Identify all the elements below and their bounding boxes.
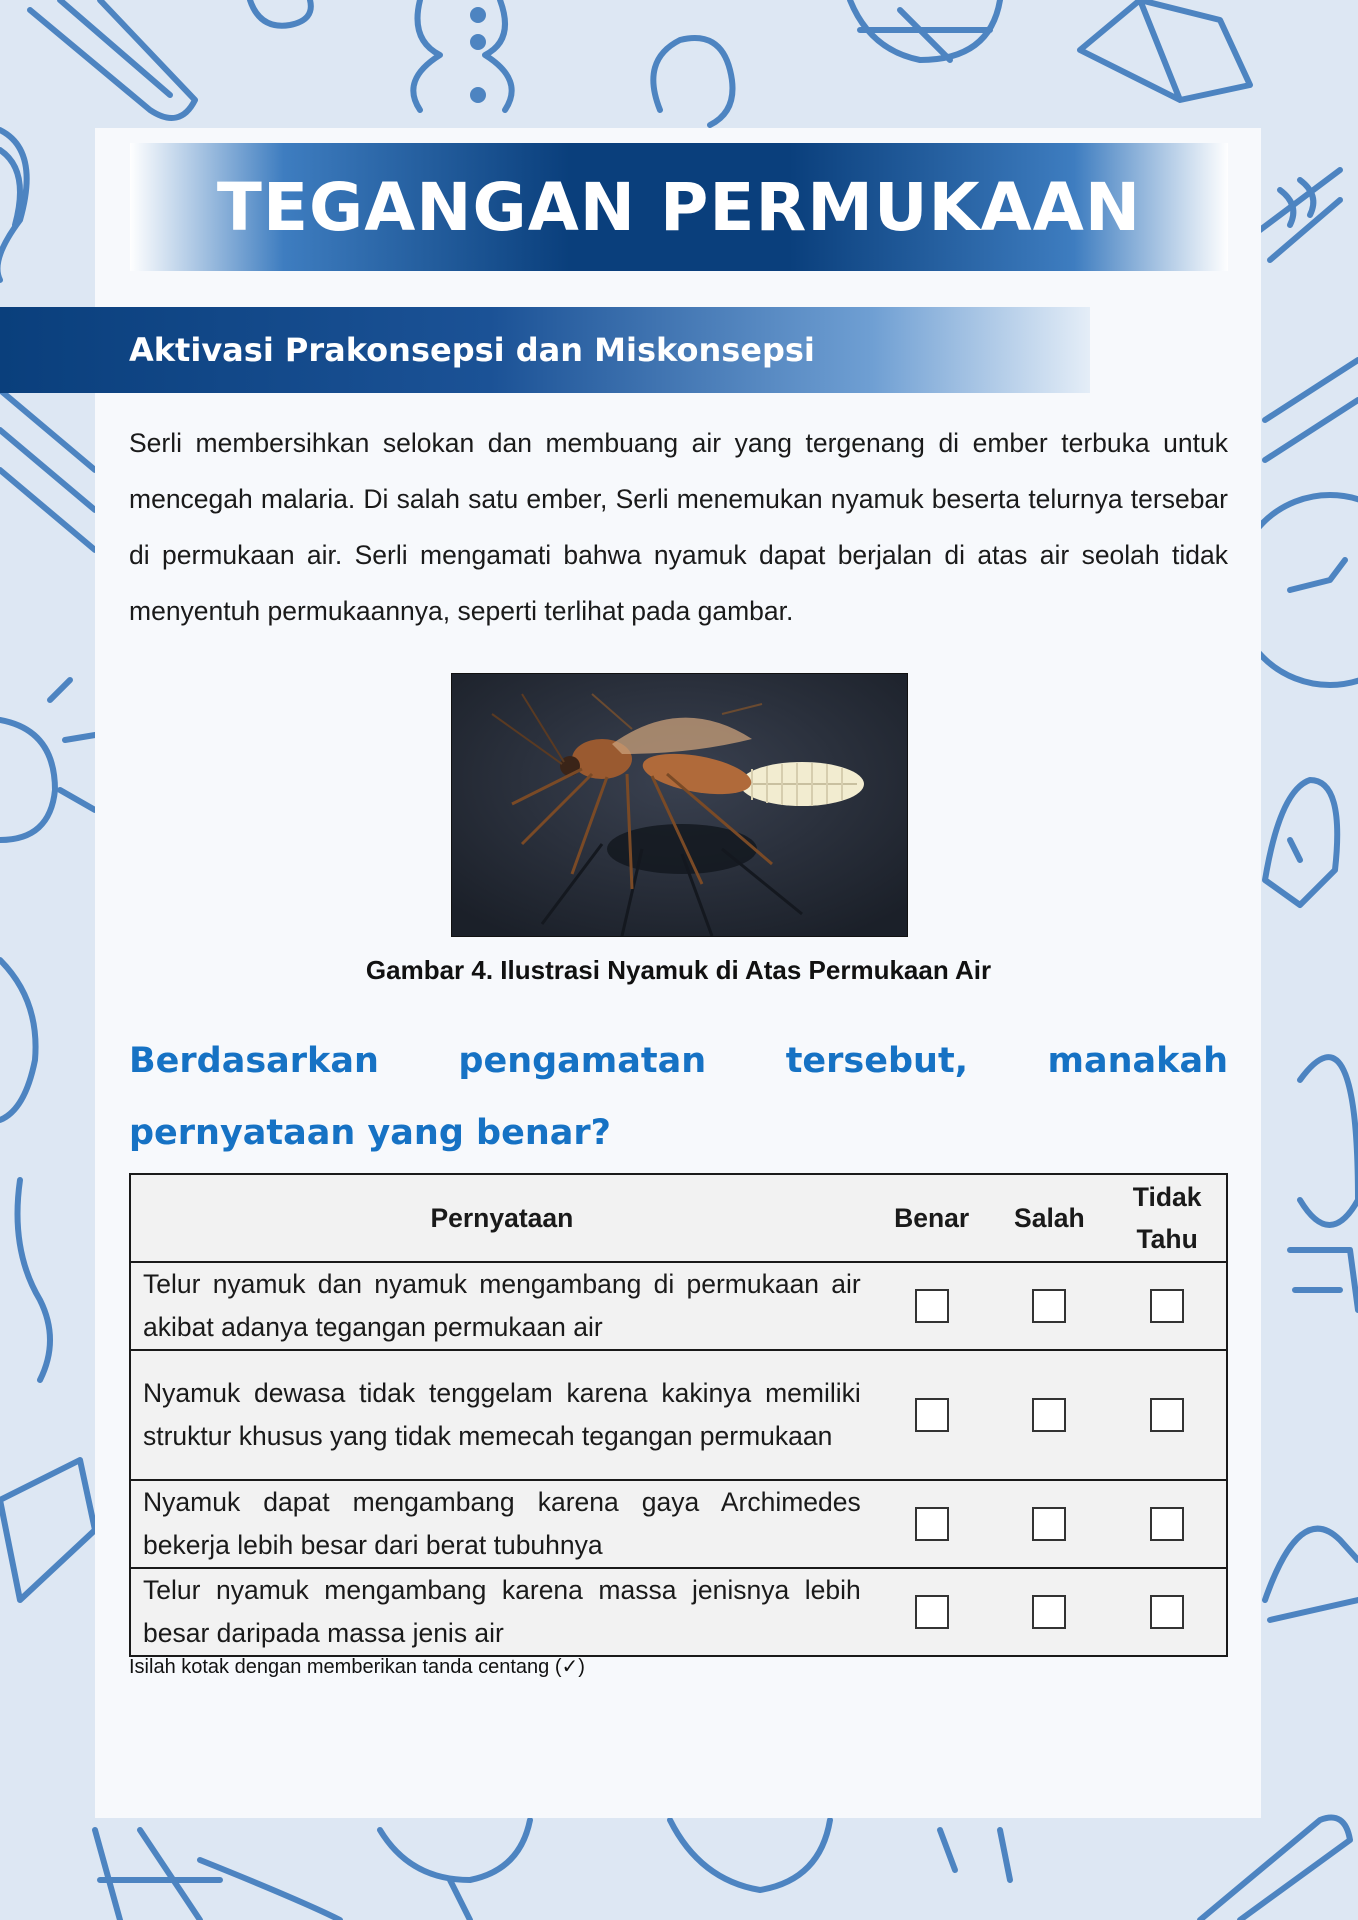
checkbox-unknown[interactable] (1150, 1507, 1184, 1541)
statement-table (129, 1173, 1228, 1657)
statement-cell: Nyamuk dapat mengambang karena gaya Archimedes bekerja lebih besar dari berat tubuhnya (130, 1480, 873, 1568)
headphones-icon (380, 1820, 530, 1920)
book-icon (0, 390, 95, 550)
curl-icon (250, 0, 311, 26)
round-tag-icon (1300, 1057, 1358, 1225)
figure-caption: Gambar 4. Ilustrasi Nyamuk di Atas Permukaan Air (365, 955, 992, 985)
header-false: Salah (991, 1174, 1109, 1262)
lightbulb-icon (0, 720, 55, 840)
page-title: TEGANGAN PERMUKAAN (216, 168, 1142, 246)
instruction-note: Isilah kotak dengan memberikan tanda centang (✓) (129, 1656, 585, 1678)
box-icon (1080, 0, 1250, 100)
checkbox-unknown[interactable] (1150, 1398, 1184, 1432)
checkbox-true[interactable] (915, 1595, 949, 1629)
mosquito-photo (451, 673, 908, 937)
statement-cell: Telur nyamuk dan nyamuk mengambang di permukaan air akibat adanya tegangan permukaan air (130, 1262, 873, 1350)
checkbox-true[interactable] (915, 1398, 949, 1432)
ruler-small-icon (1290, 1250, 1358, 1310)
mouse-icon (653, 38, 732, 125)
section-title: Aktivasi Prakonsepsi dan Miskonsepsi (129, 331, 815, 369)
table-header-row (130, 1174, 1227, 1262)
mosquito-on-water-icon (452, 674, 907, 936)
header-unknown-line2: Tahu (1136, 1224, 1198, 1254)
keyboard-icon (95, 1830, 220, 1920)
statement-cell: Telur nyamuk mengambang karena massa jenisnya lebih besar daripada massa jenis air (130, 1568, 873, 1656)
header-statement: Pernyataan (130, 1174, 873, 1262)
cable-icon (18, 1180, 51, 1380)
bowl-icon (670, 1820, 830, 1890)
checkbox-false[interactable] (1032, 1398, 1066, 1432)
checkbox-true[interactable] (915, 1289, 949, 1323)
header-true: Benar (873, 1174, 991, 1262)
checkbox-false[interactable] (1032, 1595, 1066, 1629)
pencil-icon (1200, 1818, 1350, 1920)
lamp-icon (0, 960, 36, 1120)
globe-icon (850, 0, 1000, 60)
table-row (130, 1350, 1227, 1480)
statement-cell: Nyamuk dewasa tidak tenggelam karena kakinya memiliki struktur khusus yang tidak memecah tegangan permukaan (130, 1350, 873, 1480)
snowman-icon (413, 0, 511, 110)
table-row (130, 1568, 1227, 1656)
checkbox-unknown[interactable] (1150, 1289, 1184, 1323)
checkbox-true[interactable] (915, 1507, 949, 1541)
table-row (130, 1480, 1227, 1568)
sparkle-icon (940, 1830, 1010, 1880)
question-text: Berdasarkan pengamatan tersebut, manakah pernyataan yang benar? (129, 1041, 1228, 1153)
checkbox-unknown[interactable] (1150, 1595, 1184, 1629)
header-unknown-line1: Tidak (1132, 1182, 1202, 1212)
pencil-sharpener-icon (1265, 780, 1337, 905)
table-row (130, 1262, 1227, 1350)
header-unknown (1108, 1174, 1227, 1262)
checkbox-false[interactable] (1032, 1289, 1066, 1323)
title-banner (130, 143, 1228, 271)
intro-paragraph: Serli membersihkan selokan dan membuang air yang tergenang di ember terbuka untuk mencegah malaria. Di salah satu ember, Serli menemukan nyamuk beserta telurnya tersebar di permukaan air. Serli mengamati bahwa nyamuk dapat berjalan di atas air seolah tidak menyentuh permukaannya, seperti terlihat pada gambar. (129, 428, 1228, 626)
section-banner (0, 307, 1090, 393)
notebook-icon (1265, 360, 1358, 460)
checkbox-false[interactable] (1032, 1507, 1066, 1541)
paperclip-icon (30, 0, 195, 118)
eraser-icon (0, 1460, 95, 1600)
flask-icon (1265, 1529, 1358, 1600)
